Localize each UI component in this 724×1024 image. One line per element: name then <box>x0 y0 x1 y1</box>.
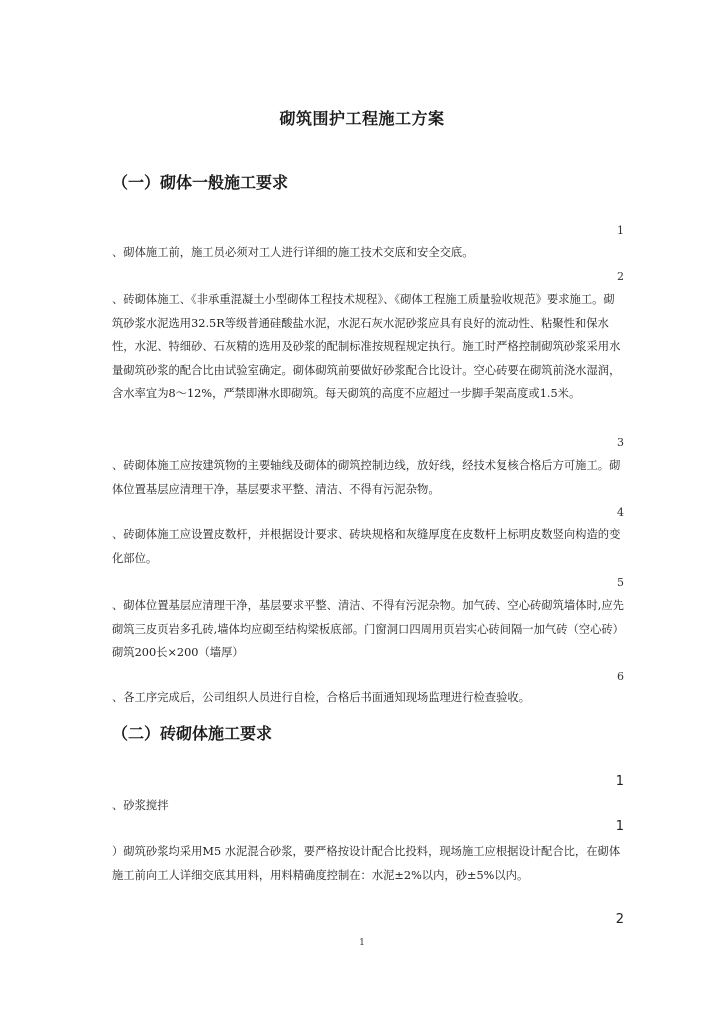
paragraph-4: 、砖砌体施工应设置皮数杆，并根据设计要求、砖块规格和灰缝厚度在皮数杆上标明皮数竖向构造的变化部位。 <box>112 528 621 565</box>
paragraph-3: 、砖砌体施工应按建筑物的主要轴线及砌体的砌筑控制边线，放好线，经技术复核合格后方可施工。砌体位置基层应清理干净，基层要求平整、清洁、不得有污泥杂物。 <box>112 459 621 496</box>
section-2-heading: （二）砖砌体施工要求 <box>112 724 273 743</box>
item-number: 2 <box>617 270 624 283</box>
item-number: 5 <box>617 576 624 589</box>
page-title: 砌筑围护工程施工方案 <box>279 109 445 128</box>
item-number: 2 <box>615 912 624 927</box>
paragraph-2: 、砖砌体施工、《非承重混凝土小型砌体工程技术规程》、《砌体工程施工质量验收规范》要求施工。砌筑砂浆水泥选用32.5R等级普通硅酸盐水泥，水泥石灰水泥砂浆应具有良好的流动性、粘聚性和保水性，水泥、特细砂、石灰精的选用及砂浆的配制标准按规程规定执行。施工时严格控制砌筑砂浆采用水量砌筑砂浆的配合比由试验室确定。砌体砌筑前要做好砂浆配合比设计。空心砖要在砌筑前浇水湿润，含水率宜为8～12%，严禁即淋水即砌筑。每天砌筑的高度不应超过一步脚手架高度或1.5米。 <box>112 293 621 400</box>
paragraph-1: 、砌体施工前，施工员必须对工人进行详细的施工技术交底和安全交底。 <box>112 246 474 259</box>
page-number: 1 <box>359 938 365 948</box>
item-number: 6 <box>617 670 624 683</box>
item-number: 1 <box>615 819 624 834</box>
paragraph-mortar-mixing: 、砂浆搅拌 <box>112 799 169 812</box>
item-number: 1 <box>617 224 624 237</box>
item-number: 1 <box>615 774 624 789</box>
paragraph-mortar-ratio: ）砌筑砂浆均采用M5 水泥混合砂浆，要严格按设计配合比投料，现场施工应根据设计配合比，在砌体施工前向工人详细交底其用料，用料精确度控制在：水泥±2%以内，砂±5%以内。 <box>112 845 621 882</box>
item-number: 4 <box>617 506 624 519</box>
section-1-heading: （一）砌体一般施工要求 <box>112 173 289 192</box>
paragraph-5: 、砌体位置基层应清理干净，基层要求平整、清洁、不得有污泥杂物。加气砖、空心砖砌筑墙体时,应先砌筑三皮页岩多孔砖,墙体均应砌至结构梁板底部。门窗洞口四周用页岩实心砖间隔一加气砖（空心砖）砌筑200长×200（墙厚） <box>112 599 624 659</box>
item-number: 3 <box>617 436 624 449</box>
paragraph-6: 、各工序完成后，公司组织人员进行自检，合格后书面通知现场监理进行检查验收。 <box>112 691 530 704</box>
